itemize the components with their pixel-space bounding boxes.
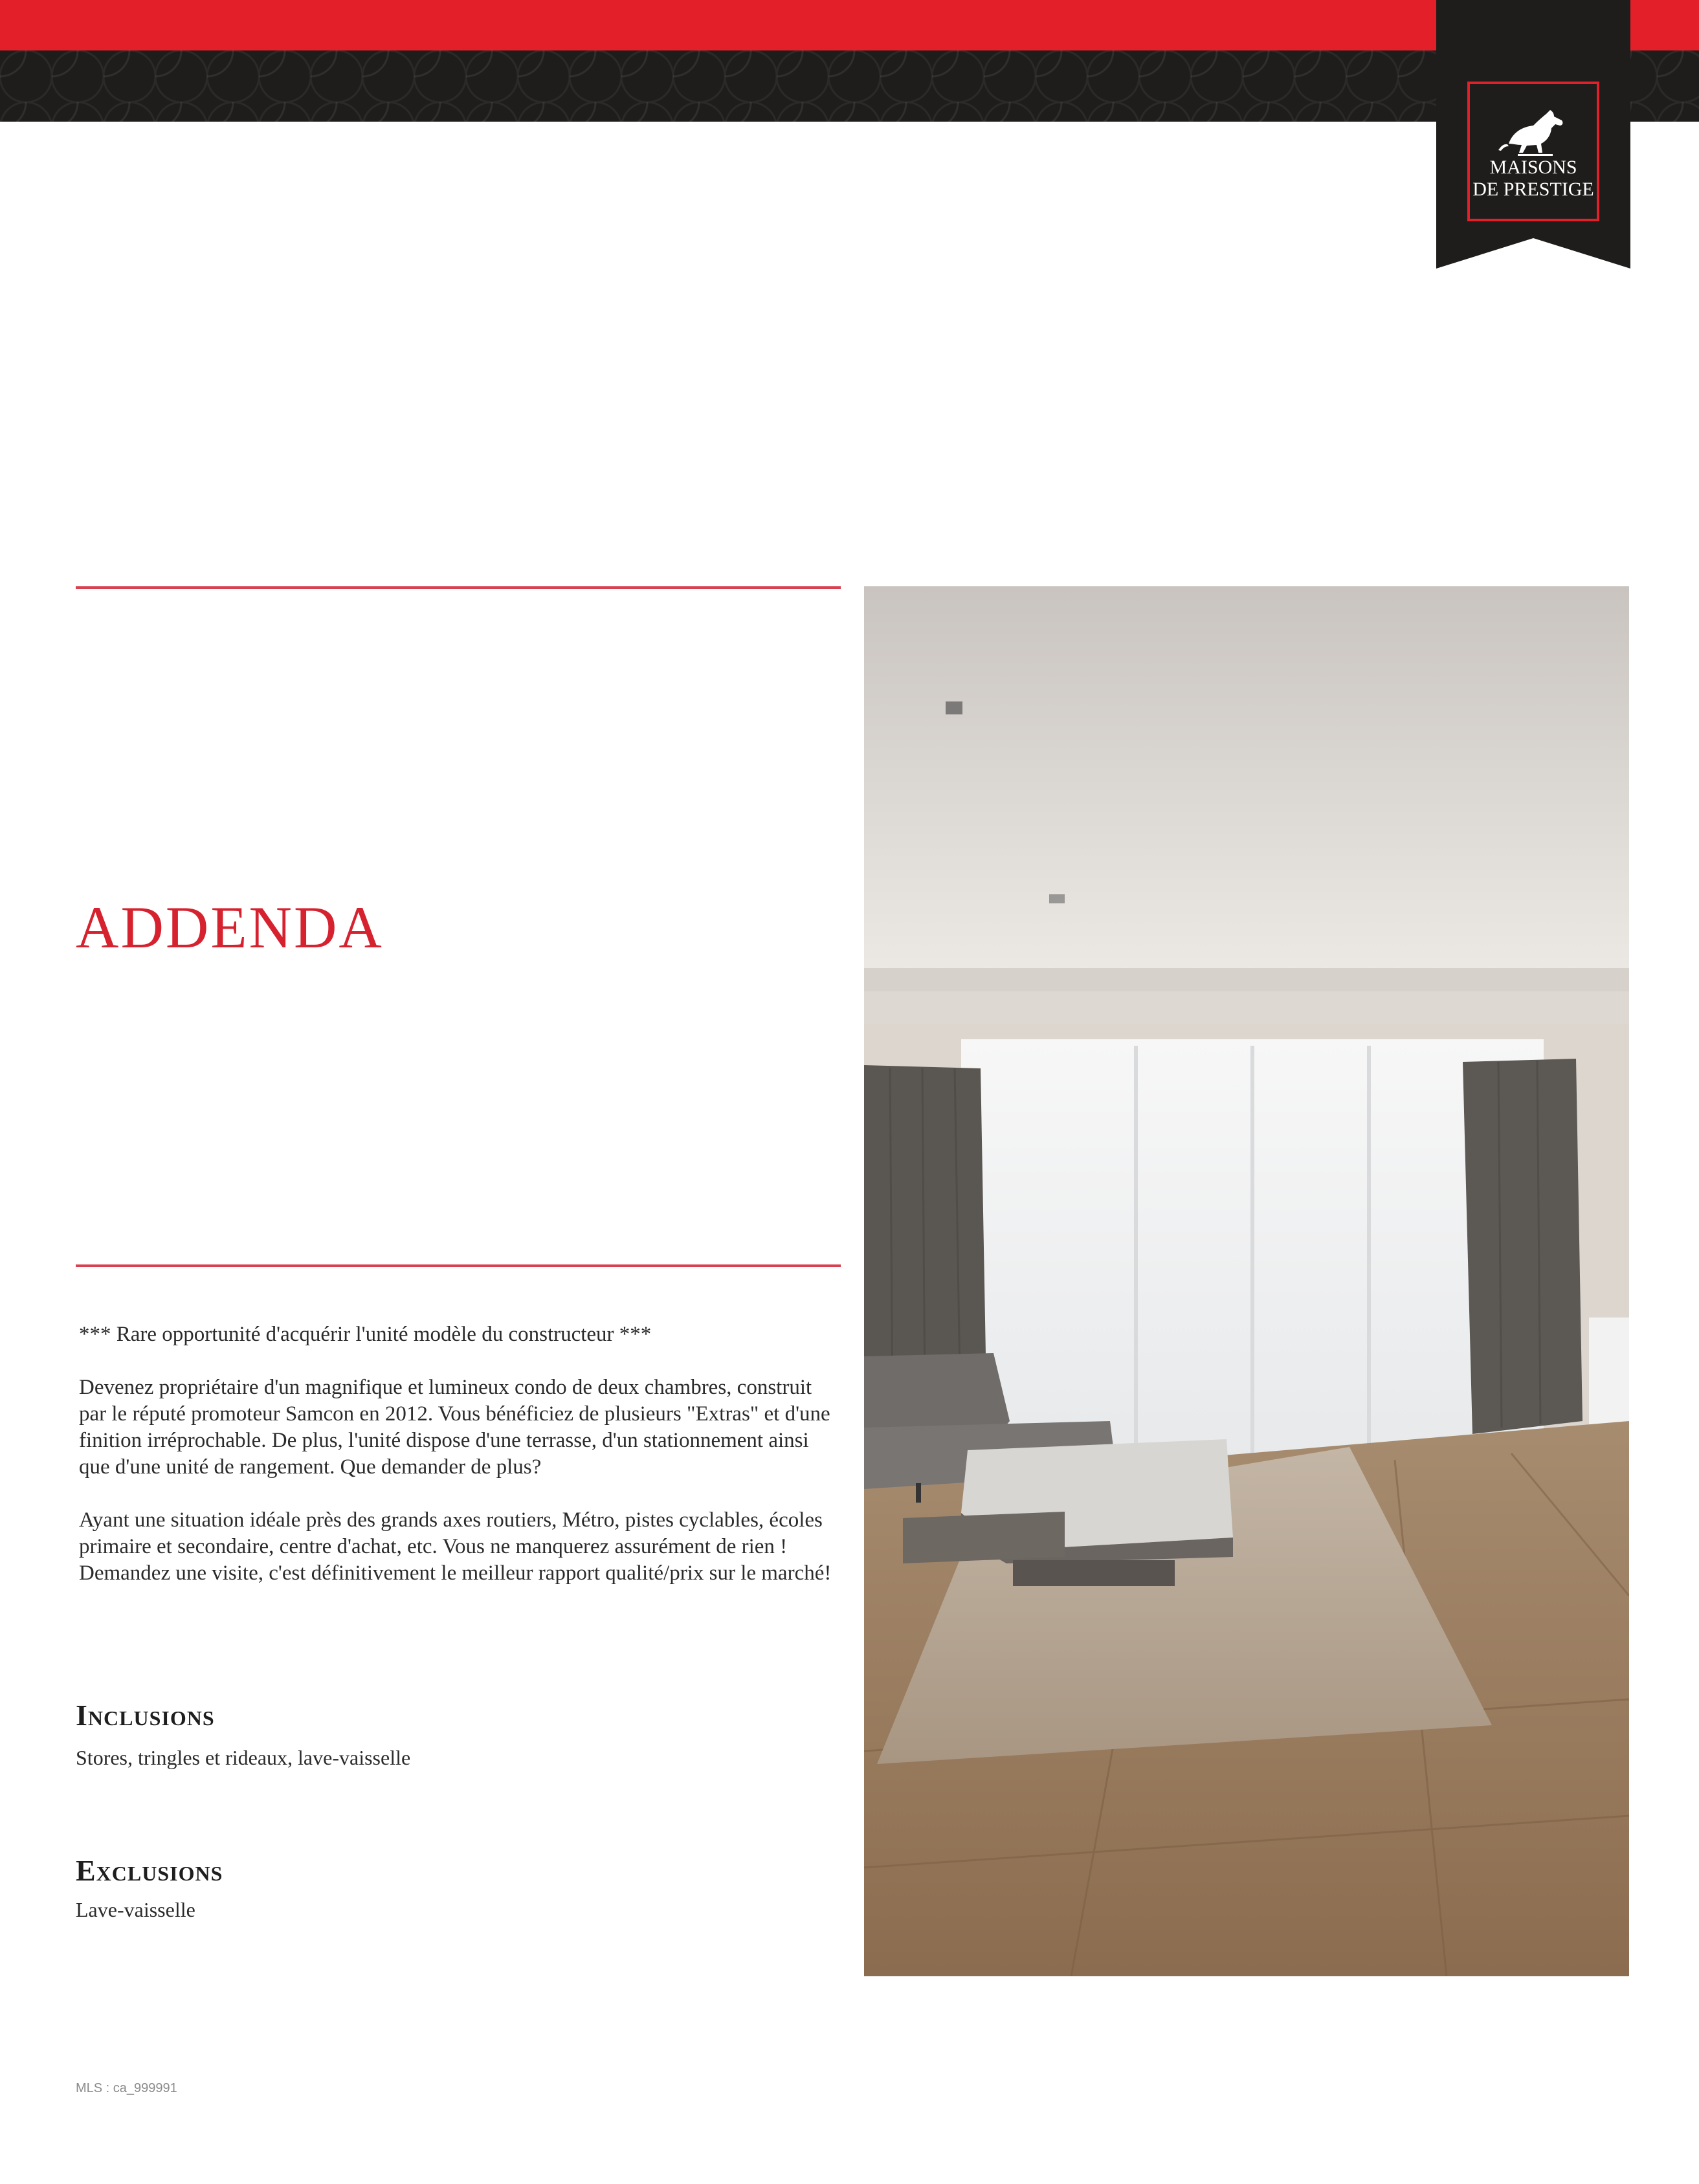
brand-name-line2: DE PRESTIGE — [1472, 179, 1594, 200]
description-paragraph-1: Devenez propriétaire d'un magnifique et lumineux condo de deux chambres, construit par le réputé promoteur Samcon en 2012. Vous bénéficiez de plusieurs "Extras" et d'une finition irréprochable. De plus, l'unité dispose d'une terrasse, d'un stationnement ainsi que d'une unité de rangement. Que demander de plus? — [79, 1376, 830, 1479]
description-paragraph-2: Ayant une situation idéale près des grands axes routiers, Métro, pistes cyclables, écoles primaire et secondaire, centre d'achat, etc. Vous ne manquerez assurément de rien ! Demandez une visite, c'est définitivement le meilleur rapport qualité/prix sur le marché! — [79, 1508, 832, 1585]
brand-ribbon — [1436, 0, 1630, 269]
mls-number: MLS : ca_999991 — [76, 2081, 177, 2095]
living-room-photo — [864, 586, 1629, 1976]
exclusions-text: Lave-vaisselle — [76, 1898, 195, 1921]
inclusions-text: Stores, tringles et rideaux, lave-vaisselle — [76, 1746, 411, 1769]
description-block — [79, 1321, 843, 1613]
inclusions-heading: Inclusions — [76, 1699, 215, 1732]
brand-name-line1: MAISONS — [1489, 157, 1577, 178]
document-title: ADDENDA — [76, 894, 384, 960]
exclusions-heading: Exclusions — [76, 1854, 223, 1887]
description-headline: *** Rare opportunité d'acquérir l'unité modèle du constructeur *** — [79, 1323, 652, 1346]
title-rule-top — [76, 586, 841, 589]
title-rule-bottom — [76, 1264, 841, 1267]
